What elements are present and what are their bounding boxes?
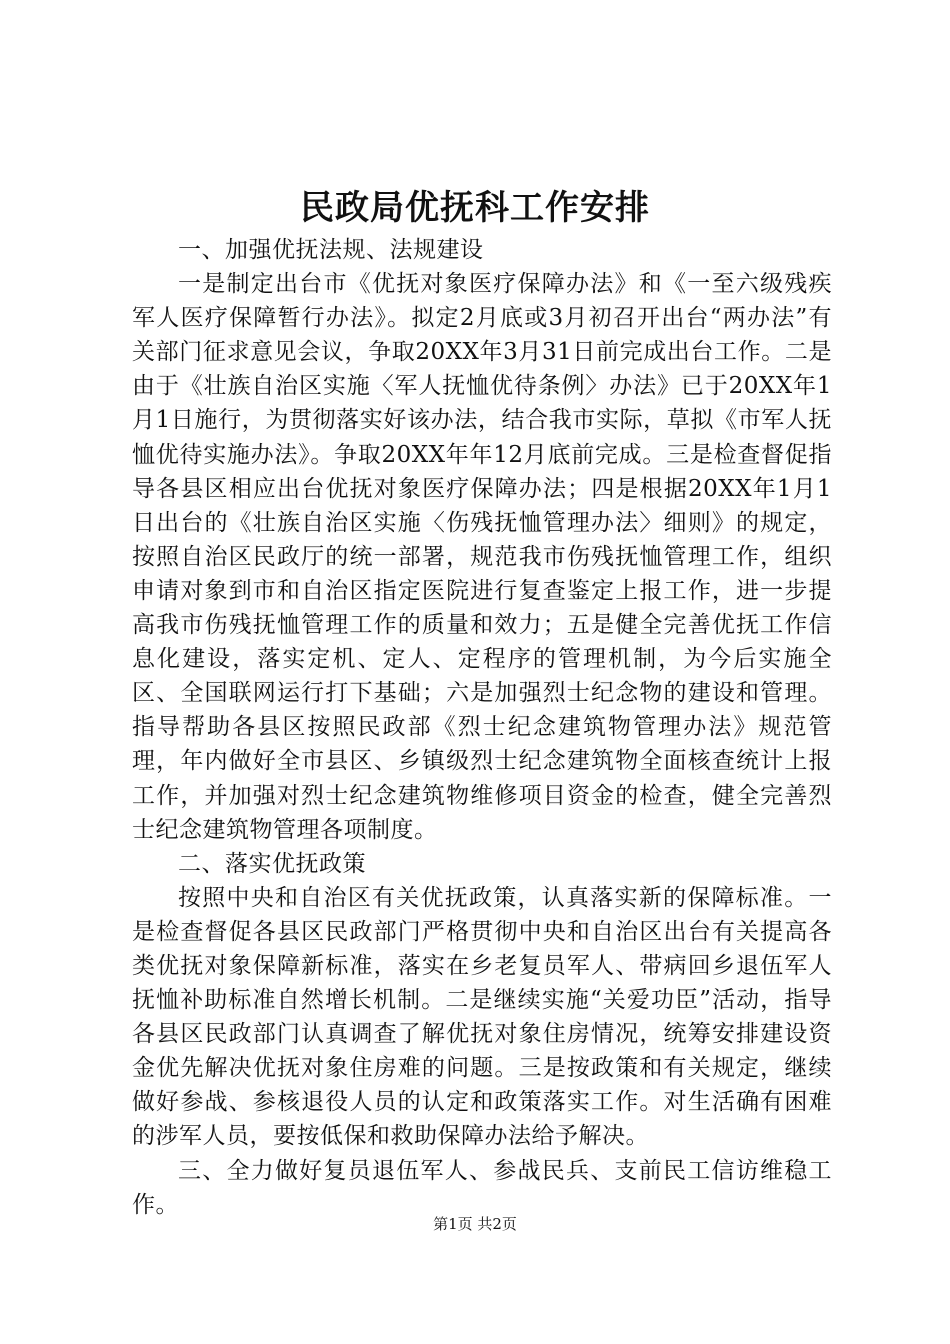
- document-title: 民政局优抚科工作安排: [300, 188, 650, 228]
- page-footer: 第1页 共2页: [433, 1215, 517, 1233]
- section-heading-1: 一、加强优抚法规、法规建设: [178, 237, 484, 263]
- section-heading-3: 三、全力做好复员退伍军人、参战民兵、支前民工信访维稳工作。: [132, 1157, 832, 1218]
- paragraph-1: 一是制定出台市《优抚对象医疗保障办法》和《一至六级残疾军人医疗保障暂行办法》。拟定2月底或3月初召开出台“两办法”有关部门征求意见会议，争取20XX年3月31日前完成出台工作。二是由于《壮族自治区实施〈军人抚恤优待条例〉办法》已于20XX年1月1日施行，为贯彻落实好该办法，结合我市实际，草拟《市军人抚恤优待实施办法》。争取20XX年年12月底前完成。三是检查督促指导各县区相应出台优抚对象医疗保障办法；四是根据20XX年1月1日出台的《壮族自治区实施〈伤残抚恤管理办法〉细则》的规定，按照自治区民政厅的统一部署，规范我市伤残抚恤管理工作，组织申请对象到市和自治区指定医院进行复查鉴定上报工作，进一步提高我市伤残抚恤管理工作的质量和效力；五是健全完善优抚工作信息化建设，落实定机、定人、定程序的管理机制，为今后实施全区、全国联网运行打下基础；六是加强烈士纪念物的建设和管理。指导帮助各县区按照民政部《烈士纪念建筑物管理办法》规范管理，年内做好全市县区、乡镇级烈士纪念建筑物全面核查统计上报工作，并加强对烈士纪念建筑物维修项目资金的检查，健全完善烈士纪念建筑物管理各项制度。: [132, 271, 833, 843]
- section-heading-2: 二、落实优抚政策: [178, 850, 366, 877]
- paragraph-2: 按照中央和自治区有关优抚政策，认真落实新的保障标准。一是检查督促各县区民政部门严格贯彻中央和自治区出台有关提高各类优抚对象保障新标准，落实在乡老复员军人、带病回乡退伍军人抚恤补助标准自然增长机制。二是继续实施“关爱功臣”活动，指导各县区民政部门认真调查了解优抚对象住房情况，统筹安排建设资金优先解决优抚对象住房难的问题。三是按政策和有关规定，继续做好参战、参核退役人员的认定和政策落实工作。对生活确有困难的涉军人员，要按低保和救助保障办法给予解决。: [132, 884, 832, 1150]
- document-body: [132, 233, 832, 1222]
